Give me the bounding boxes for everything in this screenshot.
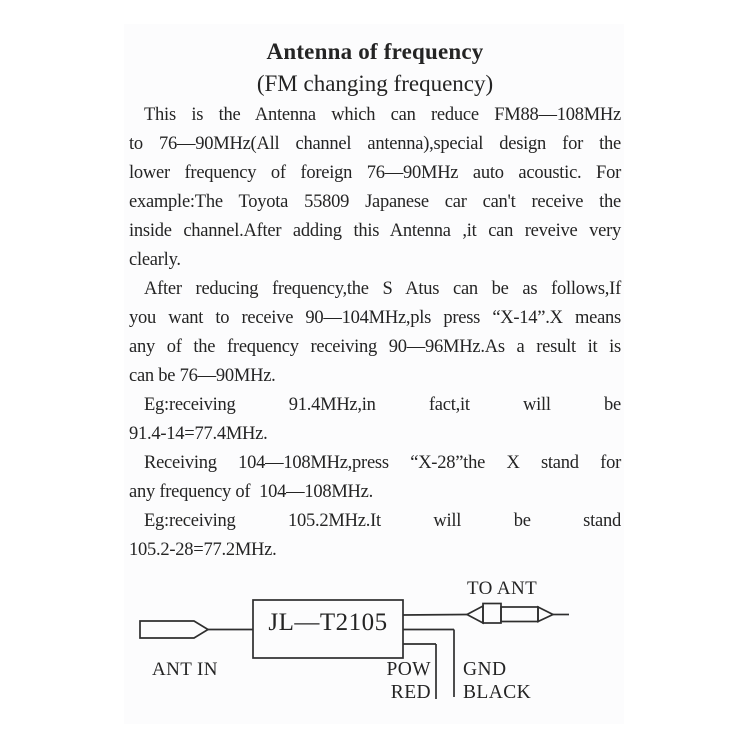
ground-wire-label	[463, 658, 531, 704]
ant-in-label: ANT IN	[152, 659, 218, 680]
device-model-label: JL—T2105	[268, 609, 388, 636]
body-line: lower frequency of foreign 76—90MHz auto acoustic. For	[129, 163, 621, 183]
body-line: any of the frequency receiving 90—96MHz.As a result it is	[129, 337, 621, 357]
body-line: 105.2-28=77.2MHz.	[129, 540, 277, 560]
body-line: you want to receive 90—104MHz,pls press “X-14”.X means	[129, 308, 621, 328]
power-wire-label	[351, 658, 431, 704]
page-title: Antenna of frequency	[266, 39, 484, 64]
body-line: clearly.	[129, 250, 181, 270]
body-line: inside channel.After adding this Antenna ,it can reveive very	[129, 221, 621, 241]
body-line: Receiving 104—108MHz,press “X-28”the X stand for	[144, 453, 621, 473]
body-line: 91.4-14=77.4MHz.	[129, 424, 268, 444]
ground-wire-label-line1: GND	[463, 659, 507, 680]
body-line: This is the Antenna which can reduce FM88—108MHz	[144, 105, 621, 125]
body-line: to 76—90MHz(All channel antenna),special design for the	[129, 134, 621, 154]
body-line: any frequency of 104—108MHz.	[129, 482, 373, 502]
body-line: Eg:receiving 91.4MHz,in fact,it will be	[144, 395, 621, 415]
power-wire-label-line1: POW	[386, 659, 431, 680]
power-wire-label-line2: RED	[390, 682, 431, 703]
body-line: can be 76—90MHz.	[129, 366, 276, 386]
body-line: example:The Toyota 55809 Japanese car can't receive the	[129, 192, 621, 212]
page-subtitle: (FM changing frequency)	[256, 71, 494, 96]
to-ant-label: TO ANT	[467, 578, 538, 599]
body-line: Eg:receiving 105.2MHz.It will be stand	[144, 511, 621, 531]
body-line: After reducing frequency,the S Atus can be as follows,If	[144, 279, 621, 299]
ground-wire-label-line2: BLACK	[463, 682, 532, 703]
document-body	[129, 38, 621, 565]
